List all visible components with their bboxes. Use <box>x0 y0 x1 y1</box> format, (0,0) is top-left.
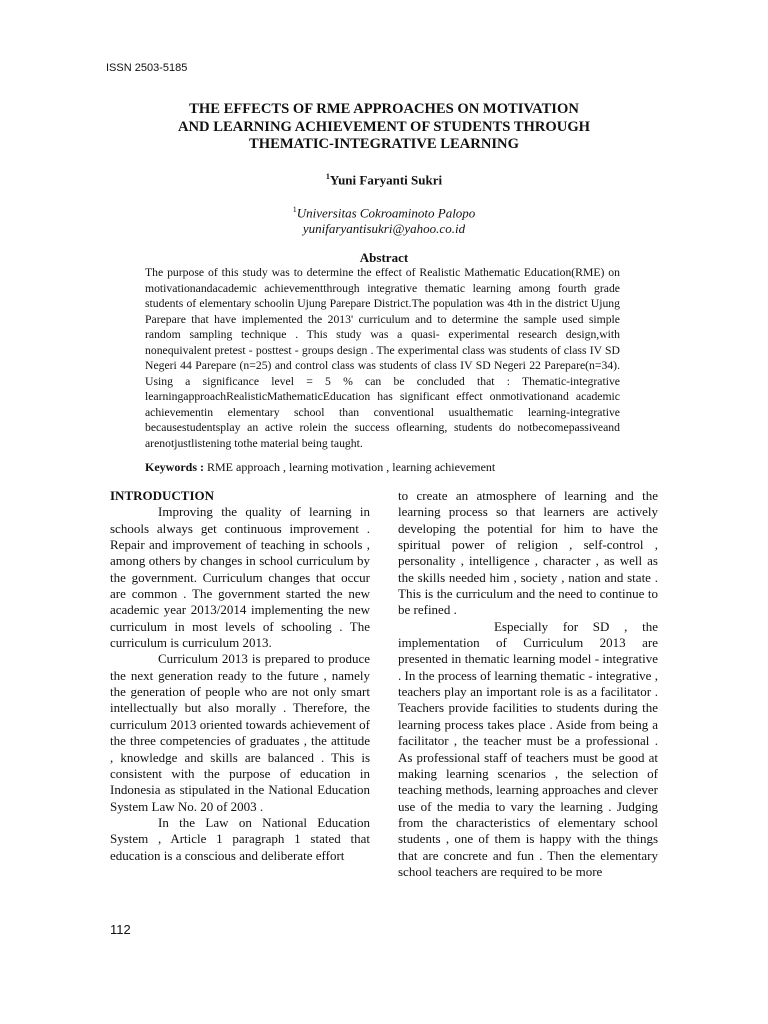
introduction-heading: INTRODUCTION <box>110 488 215 503</box>
paragraph: to create an atmosphere of learning and the learning process so that learners are actively developing the potential for him to have the spiritual power of religion , self-control , personality , intelligence , character , as well as the skills needed him , society , nation and state . This is the curriculum and the need to continue to be refined . <box>398 488 658 618</box>
paper-title <box>120 101 648 154</box>
author-email: yunifaryantisukri@yahoo.co.id <box>302 221 466 237</box>
page-number: 112 <box>110 922 131 937</box>
affiliation-line <box>120 202 648 221</box>
paragraph: Curriculum 2013 is prepared to produce the next generation ready to the future , namely the generation of people who are not only smart intellectually but also morally . Therefore, the curriculum 2013 oriented towards achievement of the three competencies of graduates , the attitude , knowledge and skills are balanced . This is consistent with the purpose of education in Indonesia as stipulated in the National Education System Law No. 20 of 2003 . <box>110 651 370 814</box>
paragraph: In the Law on National Education System , Article 1 paragraph 1 stated that education is a conscious and deliberate effort <box>110 814 370 863</box>
affiliation-name: Universitas Cokroaminoto Palopo <box>296 205 476 221</box>
issn-label: ISSN 2503-5185 <box>106 62 188 74</box>
affiliation-superscript: 1 <box>292 205 297 214</box>
affiliation-block <box>120 202 648 237</box>
author-superscript: 1 <box>325 172 330 181</box>
abstract-body: The purpose of this study was to determine the effect of Realistic Mathematic Education(RME) on motivationandacademic achievementthrough integrative thematic learning among fourth grade students of elementary schoolin Ujung Parepare District.The population was 4th in the district Ujung Parepare that have implemented the 2013' curriculum and to determine the sample used simple random sampling technique . This study was a quasi- experimental research design,with nonequivalent pretest - posttest - groups design . The experimental class was students of class IV SD Negeri 44 Parepare (n=25) and control class was students of class IV SD Negeri 22 Parepare(n=34). Using a significance level = 5 % can be concluded that : Thematic-integrative learningapproachRealisticMathematicEducation has significant effect onmotivationand academic achievementin elementary school than conventional usualthematic learning-integrative becausestudentsplay an active rolein the success oflearning, students do notbecomepassiveand arenotjustlistening tothe material being taught. <box>145 266 620 450</box>
keywords-text: RME approach , learning motivation , learning achievement <box>204 460 496 474</box>
paragraph: Especially for SD , the implementation of Curriculum 2013 are presented in thematic learning model - integrative . In the process of learning thematic - integrative , teachers play an important role is as a facilitator . Teachers provide facilities to students during the learning process takes place . Aside from being a facilitator , the teacher must be a professional . As professional staff of teachers must be good at making learning scenarios , the selection of teaching methods, learning approaches and clever use of the media to vary the learning . Judging from the characteristics of elementary school students , one of them is happy with the things that are concrete and fun . Then the elementary school teachers are required to be more <box>398 618 658 879</box>
paragraph: Improving the quality of learning in schools always get continuous improvement . Repair and improvement of teaching in schools , among others by changes in school curriculum by the government. Curriculum changes that occur are common . The government started the new academic year 2013/2014 implementing the new curriculum in most levels of schooling . The curriculum is curriculum 2013. <box>110 504 370 651</box>
title-line: AND LEARNING ACHIEVEMENT OF STUDENTS THROUGH <box>177 118 591 135</box>
title-line: THEMATIC-INTEGRATIVE LEARNING <box>249 136 519 153</box>
abstract-heading: Abstract <box>359 250 409 265</box>
author-line <box>120 172 648 188</box>
right-column <box>398 488 658 880</box>
title-line: THE EFFECTS OF RME APPROACHES ON MOTIVATION <box>189 101 579 117</box>
keywords-label: Keywords : <box>145 460 204 474</box>
left-column <box>110 488 370 864</box>
author-name: Yuni Faryanti Sukri <box>329 172 443 188</box>
keywords-line <box>145 460 495 475</box>
